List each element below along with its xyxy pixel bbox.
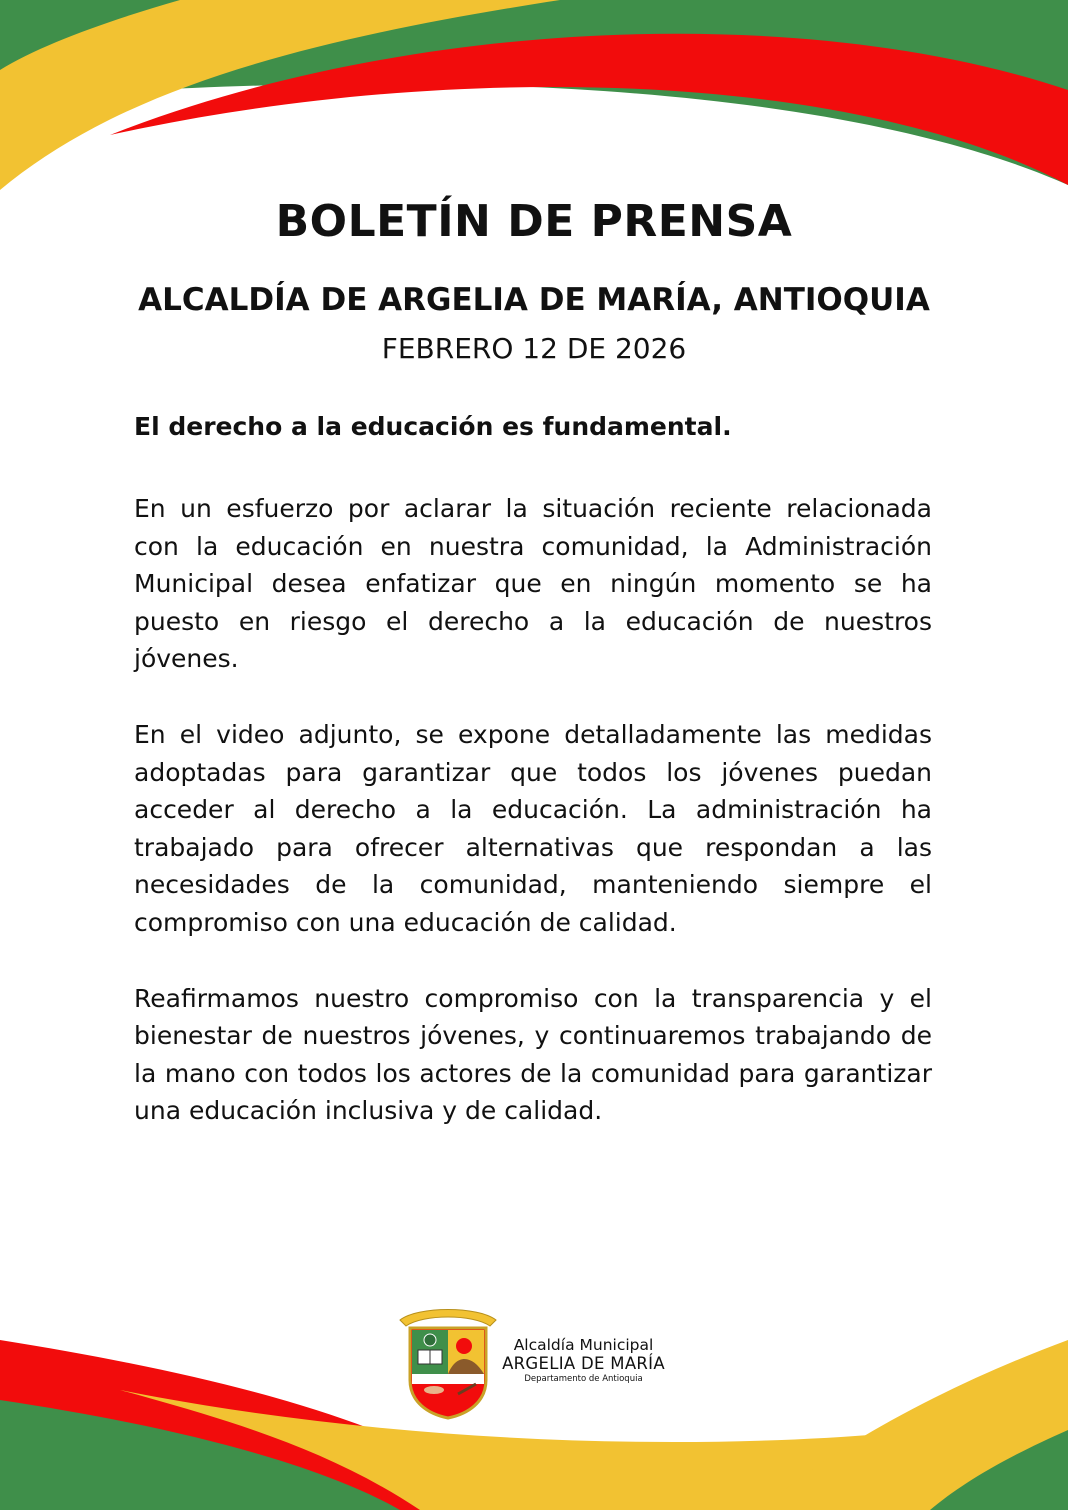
body-content	[134, 408, 932, 1168]
page-title: BOLETÍN DE PRENSA	[275, 196, 793, 247]
coat-of-arms-icon	[398, 1302, 498, 1422]
paragraph-2: En el video adjunto, se expone detalladamente las medidas adoptadas para garantizar que todos los jóvenes puedan acceder al derecho a la educación. La administración ha trabajado para ofrecer alternativas que respondan a las necesidades de la comunidad, manteniendo siempre el compromiso con una educación de calidad.	[134, 719, 932, 937]
page-subtitle: ALCALDÍA DE ARGELIA DE MARÍA, ANTIOQUIA	[138, 282, 930, 318]
municipal-logo	[398, 1302, 668, 1422]
paragraph-3: Reafirmamos nuestro compromiso con la transparencia y el bienestar de nuestros jóvenes, y continuaremos trabajando de la mano con todos los actores de la comunidad para garantizar una educación inclusiva y de calidad.	[134, 983, 932, 1126]
logo-line-3: Departamento de Antioquia	[524, 1374, 643, 1384]
document-date: FEBRERO 12 DE 2026	[381, 332, 687, 365]
logo-line-1: Alcaldía Municipal	[513, 1336, 654, 1354]
logo-line-2: ARGELIA DE MARÍA	[502, 1354, 665, 1373]
logo-text	[496, 1336, 671, 1384]
top-decorative-banner	[0, 0, 1068, 200]
headline: El derecho a la educación es fundamental.	[134, 412, 732, 441]
paragraph-1: En un esfuerzo por aclarar la situación reciente relacionada con la educación en nuestra comunidad, la Administración Municipal desea enfatizar que en ningún momento se ha puesto en riesgo el derecho a la educación de nuestros jóvenes.	[134, 494, 932, 674]
